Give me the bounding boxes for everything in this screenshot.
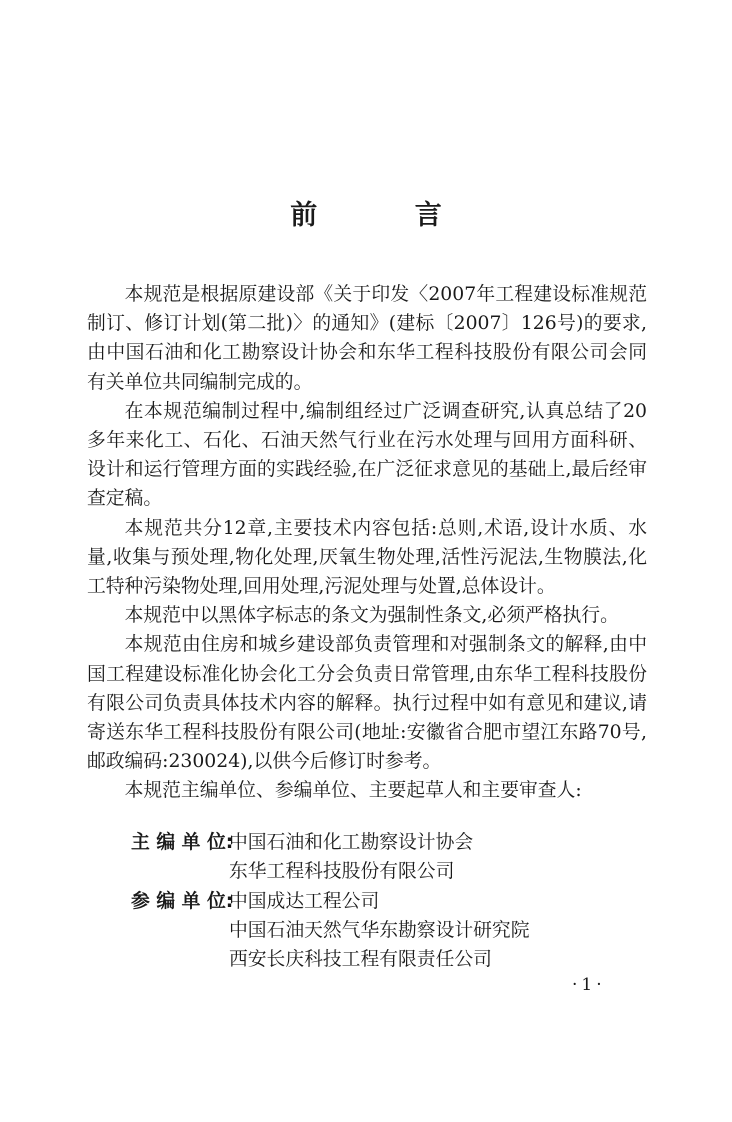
- unit-list: [87, 828, 647, 974]
- participating-unit-name: 中国成达工程公司: [229, 890, 380, 912]
- participating-unit-row: [87, 887, 647, 916]
- participating-unit-label: 参 编 单 位:: [131, 890, 234, 912]
- paragraph-basis: 本规范是根据原建设部《关于印发〈2007年工程建设标准规范制订、修订计划(第二批)〉的通知》(建标〔2007〕126号)的要求,由中国石油和化工勘察设计协会和东华工程科技股份有限公司会同有关单位共同编制完成的。: [87, 284, 647, 393]
- paragraph-contents: 本规范共分12章,主要技术内容包括:总则,术语,设计水质、水量,收集与预处理,物化处理,厌氧生物处理,活性污泥法,生物膜法,化工特种污染物处理,回用处理,污泥处理与处置,总体设计。: [87, 517, 647, 598]
- chief-unit-row: [87, 857, 647, 886]
- chief-unit-row: [87, 828, 647, 857]
- unit-label-spacer: [87, 916, 229, 945]
- participating-unit-row: [87, 945, 647, 974]
- unit-label-spacer: [87, 945, 229, 974]
- participating-unit-name: 中国石油天然气华东勘察设计研究院: [229, 919, 530, 941]
- chief-unit-label: 主 编 单 位:: [131, 832, 234, 853]
- chief-unit-name: 中国石油和化工勘察设计协会: [229, 832, 474, 853]
- paragraph-mandatory: 本规范中以黑体字标志的条文为强制性条文,必须严格执行。: [124, 605, 619, 627]
- unit-label-spacer: [87, 857, 229, 886]
- chief-unit-name: 东华工程科技股份有限公司: [229, 861, 455, 883]
- paragraph-process: 在本规范编制过程中,编制组经过广泛调查研究,认真总结了20多年来化工、石化、石油天然气行业在污水处理与回用方面科研、设计和运行管理方面的实践经验,在广泛征求意见的基础上,最后经审查定稿。: [87, 400, 647, 510]
- participating-unit-row: [87, 916, 647, 945]
- participating-unit-name: 西安长庆科技工程有限责任公司: [229, 949, 492, 971]
- paragraph-units-intro: 本规范主编单位、参编单位、主要起草人和主要审查人:: [124, 780, 582, 802]
- page-number: ·1·: [572, 975, 606, 995]
- preface-body: [87, 280, 647, 806]
- page-title: 前 言: [290, 200, 486, 231]
- paragraph-management: 本规范由住房和城乡建设部负责管理和对强制条文的解释,由中国工程建设标准化协会化工分会负责日常管理,由东华工程科技股份有限公司负责具体技术内容的解释。执行过程中如有意见和建议,请寄送东华工程科技股份有限公司(地址:安徽省合肥市望江东路70号,邮政编码:230024),以供今后修订时参考。: [87, 634, 647, 773]
